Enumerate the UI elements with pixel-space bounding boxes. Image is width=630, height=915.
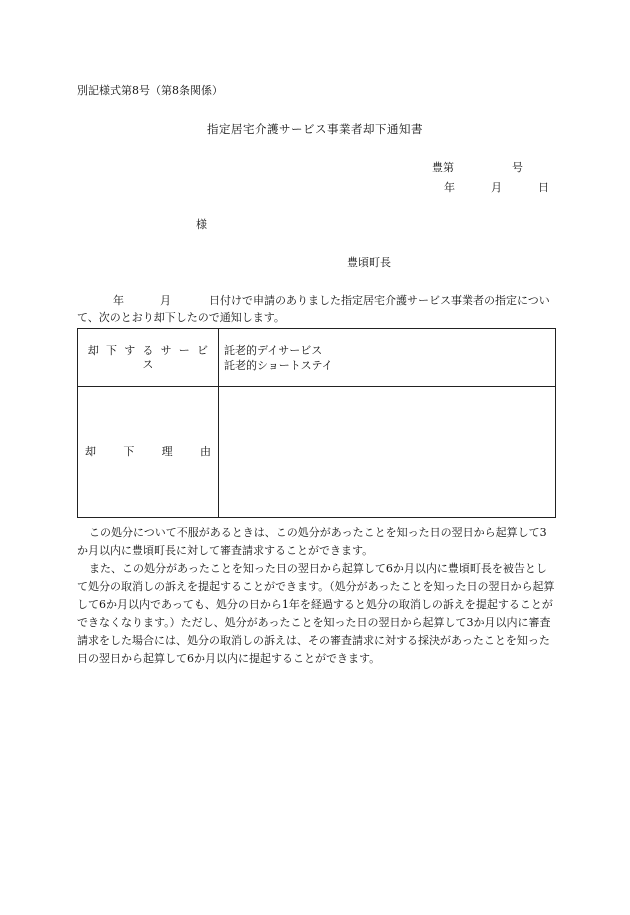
lawsuit-notice-text: また、この処分があったことを知った日の翌日から起算して6か月以内に豊頃町長を被告として処分の取消しの訴えを提起することができます。（処分があったことを知った日の翌日から起算して6か月以内であっても、処分の日から1年を経過すると処分の取消しの訴えを提起することができなくなります。）ただし、処分があったことを知った日の翌日から起算して3か月以内に審査請求をした場合には、処分の取消しの訴えは、その審査請求に対する採決があったことを知った日の翌日から起算して6か月以内に提起することができます。 <box>77 562 555 665</box>
appeal-notice-text: この処分について不服があるときは、この処分があったことを知った日の翌日から起算して3か月以内に豊頃町長に対して審査請求することができます。 <box>77 526 547 557</box>
services-label-cell <box>78 329 219 387</box>
document-title: 指定居宅介護サービス事業者却下通知書 <box>207 122 423 136</box>
form-number: 別記様式第8号（第8条関係） <box>77 84 223 97</box>
reference-prefix: 豊第 <box>432 161 454 174</box>
list-item: 託老的ショートステイ <box>224 358 333 372</box>
reason-label <box>78 445 218 458</box>
reference-suffix: 号 <box>512 161 523 174</box>
services-label: 却下するサービス <box>87 344 216 371</box>
intro-year: 年 <box>113 294 124 307</box>
list-item: 託老的デイサービス <box>224 343 323 357</box>
appeal-notice-paragraph <box>77 524 556 560</box>
intro-paragraph <box>77 292 555 326</box>
reference-number-line <box>432 161 523 174</box>
lawsuit-notice-paragraph <box>77 560 556 668</box>
date-month: 月 <box>491 181 502 194</box>
intro-month: 月 <box>160 294 171 307</box>
reason-label-char: 却 <box>85 445 96 459</box>
addressee-honorific: 様 <box>196 218 207 231</box>
rejection-table <box>77 328 556 518</box>
date-day: 日 <box>538 181 549 194</box>
issuer-name: 豊頃町長 <box>347 256 391 269</box>
reason-label-char: 由 <box>199 445 211 459</box>
reason-label-char: 理 <box>161 445 173 459</box>
issue-date-line <box>444 181 549 194</box>
reason-label-cell <box>78 387 219 518</box>
services-value-cell <box>219 329 556 387</box>
table-row <box>78 329 556 387</box>
date-year: 年 <box>444 181 455 194</box>
reason-value-cell <box>219 387 556 518</box>
table-row <box>78 387 556 518</box>
intro-text: 日付けで申請のありました指定居宅介護サービス事業者の指定について、次のとおり却下したので通知します。 <box>77 294 550 324</box>
reason-label-char: 下 <box>123 445 135 459</box>
services-list <box>219 343 555 373</box>
